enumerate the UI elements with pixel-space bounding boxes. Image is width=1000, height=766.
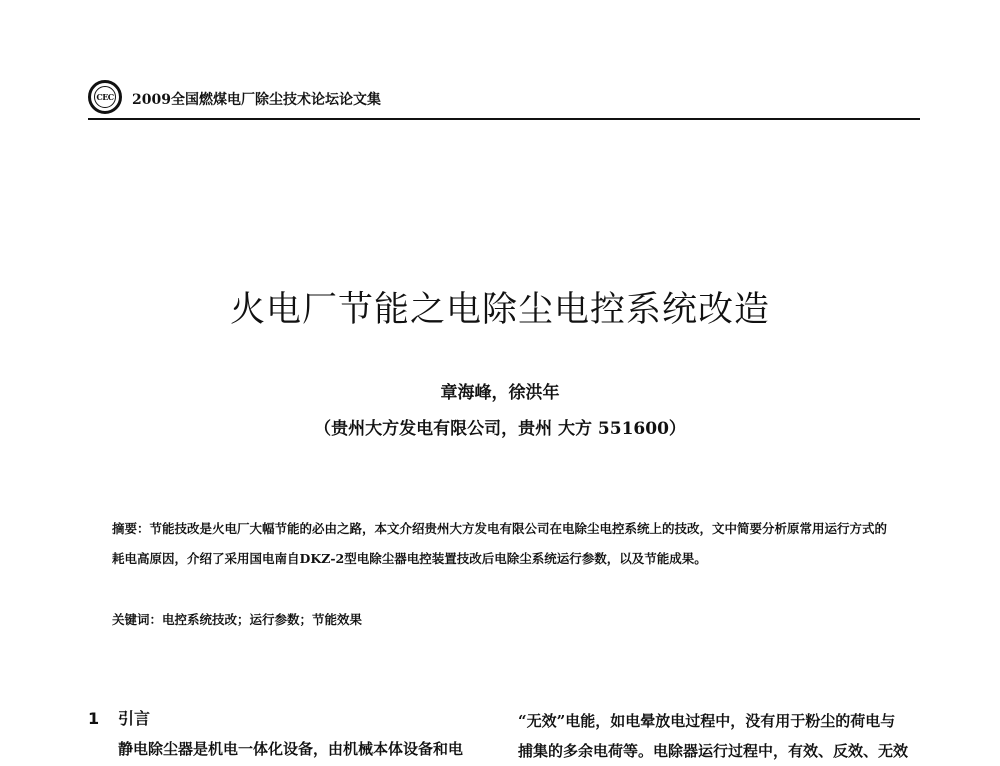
body-line: 捕集的多余电荷等。电除器运行过程中，有效、反效、无效 <box>518 742 909 760</box>
paper-title: 火电厂节能之电除尘电控系统改造 <box>229 290 770 330</box>
running-header <box>88 80 920 122</box>
header-text: 2009全国燃煤电厂除尘技术论坛论文集 <box>132 92 381 108</box>
cec-logo-inner: CEC <box>94 86 116 108</box>
abstract-label: 摘要： <box>112 521 150 536</box>
right-column <box>518 706 918 766</box>
section-number: 1 <box>88 709 100 728</box>
abstract <box>112 514 892 574</box>
body-paragraph: 静电除尘器是机电一体化设备，由机械本体设备和电 <box>118 740 464 758</box>
section-heading <box>88 706 488 734</box>
section-title: 引言 <box>118 709 151 728</box>
cec-logo-icon <box>88 80 122 114</box>
keywords <box>112 610 892 628</box>
affiliation: （贵州大方发电有限公司，贵州 大方 551600） <box>314 419 686 439</box>
authors: 章海峰，徐洪年 <box>440 383 560 403</box>
body-line: “无效”电能，如电晕放电过程中，没有用于粉尘的荷电与 <box>518 712 896 730</box>
abstract-text: 节能技改是火电厂大幅节能的必由之路，本文介绍贵州大方发电有限公司在电除尘电控系统上的技改，文中简要分析原常用运行方式的耗电高原因，介绍了采用国电南自DKZ-2型电除尘器电控装置技改后电除尘系统运行参数，以及节能成果。 <box>112 521 888 566</box>
left-column <box>88 706 488 764</box>
header-rule <box>88 118 920 120</box>
keywords-text: 电控系统技改；运行参数；节能效果 <box>162 612 363 627</box>
keywords-label: 关键词： <box>112 612 163 627</box>
